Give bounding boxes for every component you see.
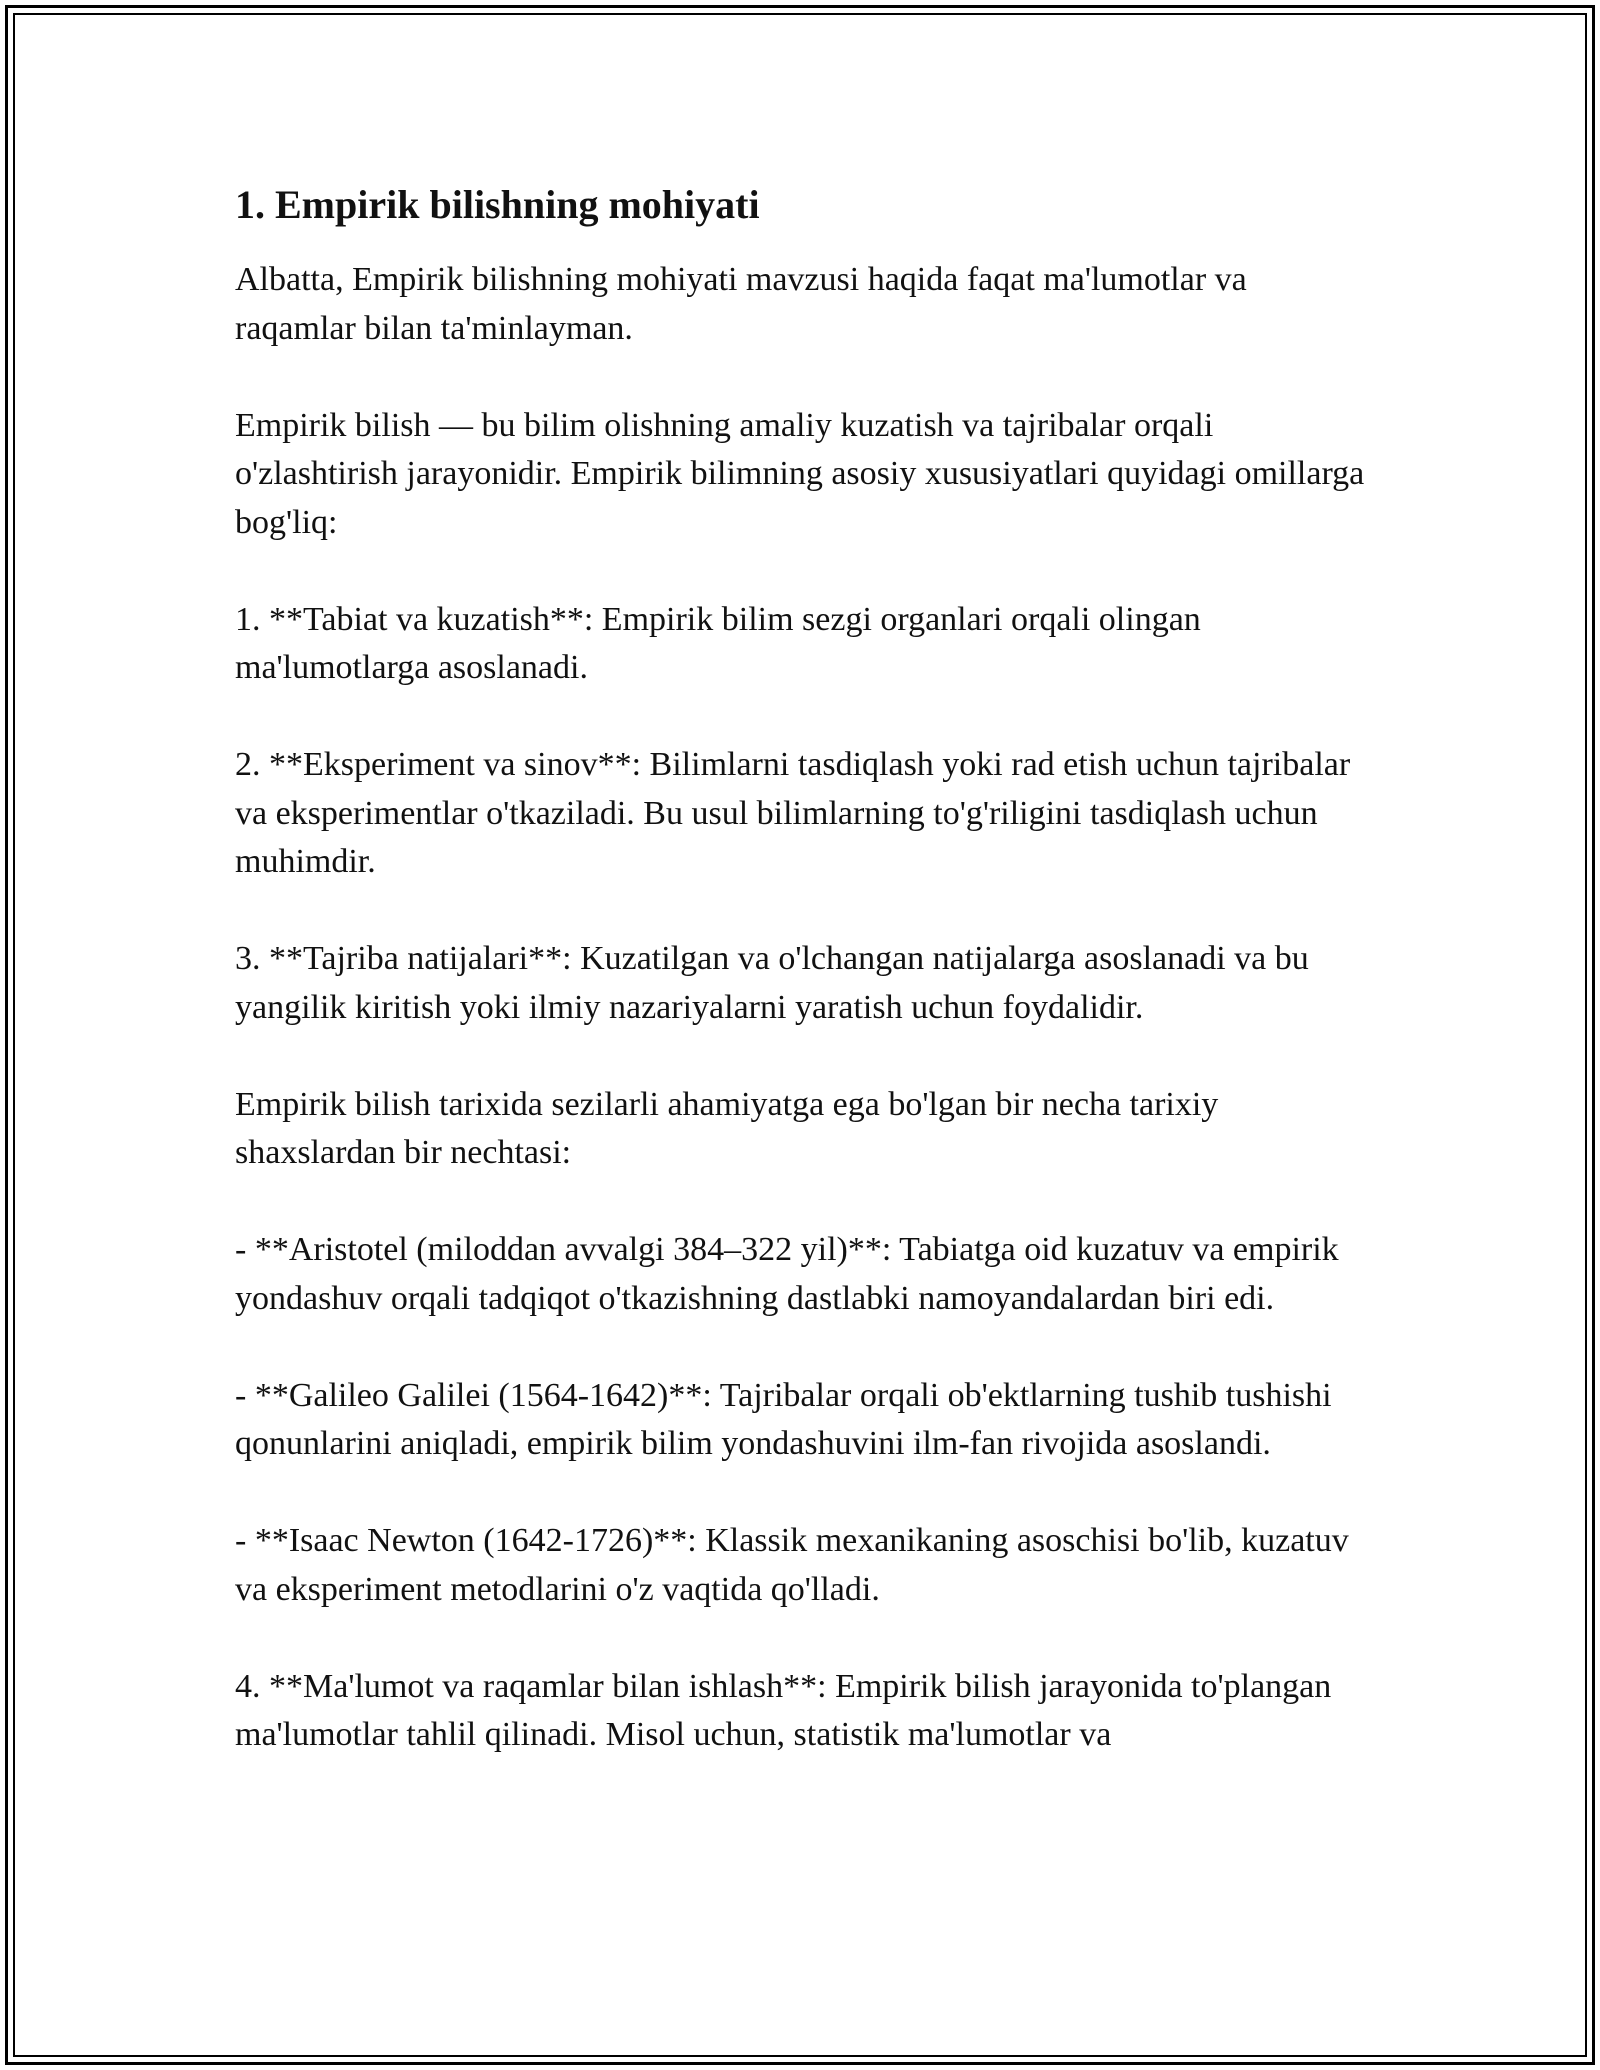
paragraph-point-1: 1. **Tabiat va kuzatish**: Empirik bilim sezgi organlari orqali olingan ma'lumotlarga asoslanadi. [235,600,1201,686]
paragraph-galileo: - **Galileo Galilei (1564-1642)**: Tajribalar orqali ob'ektlarning tushib tushishi qonunlarini aniqladi, empirik bilim yondashuvini ilm-fan rivojida asoslandi. [235,1376,1332,1462]
paragraph-history: Empirik bilish tarixida sezilarli ahamiyatga ega bo'lgan bir necha tarixiy shaxslardan bir nechtasi: [235,1085,1219,1171]
paragraph-intro: Albatta, Empirik bilishning mohiyati mavzusi haqida faqat ma'lumotlar va raqamlar bilan ta'minlayman. [235,261,1247,347]
paragraph-newton: - **Isaac Newton (1642-1726)**: Klassik mexanikaning asoschisi bo'lib, kuzatuv va eksperiment metodlarini o'z vaqtida qo'lladi. [235,1522,1349,1608]
paragraph-point-3: 3. **Tajriba natijalari**: Kuzatilgan va o'lchangan natijalarga asoslanadi va bu yangilik kiritish yoki ilmiy nazariyalarni yaratish uchun foydalidir. [235,940,1309,1026]
paragraph-aristotle: - **Aristotel (miloddan avvalgi 384–322 yil)**: Tabiatga oid kuzatuv va empirik yondashuv orqali tadqiqot o'tkazishning dastlabki namoyandalardan biri edi. [235,1231,1339,1317]
paragraph-point-2: 2. **Eksperiment va sinov**: Bilimlarni tasdiqlash yoki rad etish uchun tajribalar va eksperimentlar o'tkaziladi. Bu usul bilimlarning to'g'riligini tasdiqlash uchun muhimdir. [235,746,1351,880]
document-heading: 1. Empirik bilishning mohiyati [235,182,760,227]
paragraph-point-4: 4. **Ma'lumot va raqamlar bilan ishlash**: Empirik bilish jarayonida to'plangan ma'lumotlar tahlil qilinadi. Misol uchun, statistik ma'lumotlar va [235,1667,1332,1753]
document-body [235,180,1365,1808]
paragraph-definition: Empirik bilish — bu bilim olishning amaliy kuzatish va tajribalar orqali o'zlashtirish jarayonidir. Empirik bilimning asosiy xususiyatlari quyidagi omillarga bog'liq: [235,406,1365,541]
